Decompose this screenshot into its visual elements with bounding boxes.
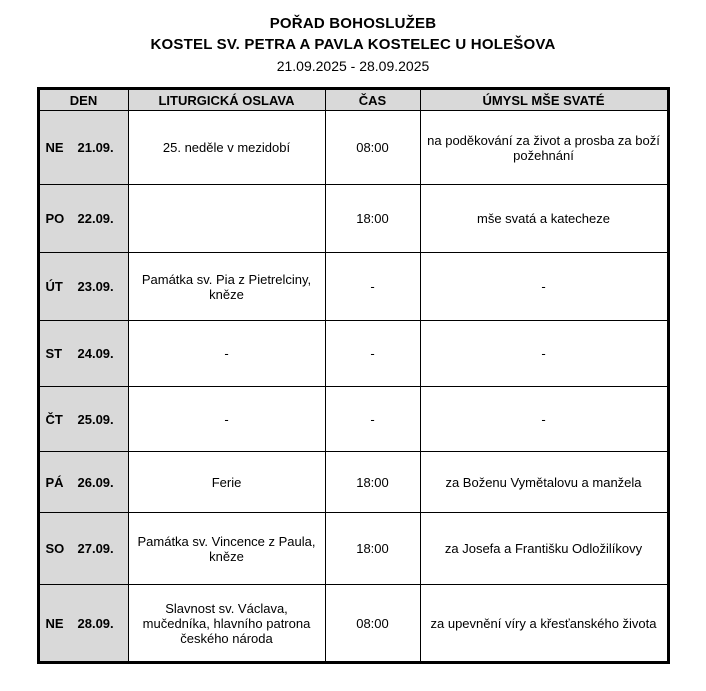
table-row xyxy=(38,585,668,663)
intention-cell: za upevnění víry a křesťanského života xyxy=(420,585,668,663)
day-label: ÚT xyxy=(45,279,63,294)
date-label: 25.09. xyxy=(77,411,114,427)
intention-cell: za Boženu Vymětalovu a manžela xyxy=(420,452,668,513)
day-label: PO xyxy=(45,211,65,226)
table-row xyxy=(38,185,668,253)
intention-cell: na poděkování za život a prosba za boží požehnání xyxy=(420,111,668,185)
table-row xyxy=(38,321,668,387)
time-cell: 18:00 xyxy=(325,185,420,253)
day-cell xyxy=(38,321,128,387)
intention-cell: za Josefa a Františku Odložilíkovy xyxy=(420,513,668,585)
celebration-cell: Ferie xyxy=(128,452,325,513)
date-label: 28.09. xyxy=(77,615,114,631)
time-cell: 18:00 xyxy=(325,452,420,513)
celebration-cell: 25. neděle v mezidobí xyxy=(128,111,325,185)
date-label: 22.09. xyxy=(77,211,114,226)
table-header-row xyxy=(38,89,668,111)
date-label: 24.09. xyxy=(77,346,114,361)
day-label: NE xyxy=(45,615,64,631)
date-label: 23.09. xyxy=(77,279,114,294)
intention-cell: - xyxy=(420,387,668,452)
day-label: NE xyxy=(45,140,64,155)
date-range: 21.09.2025 - 28.09.2025 xyxy=(276,58,430,74)
celebration-cell: Památka sv. Pia z Pietrelciny, kněze xyxy=(128,253,325,321)
day-label: ST xyxy=(45,346,63,361)
day-label: PÁ xyxy=(45,474,64,490)
table-row xyxy=(38,513,668,585)
column-header-time: ČAS xyxy=(325,89,420,111)
celebration-cell: Památka sv. Vincence z Paula, kněze xyxy=(128,513,325,585)
day-cell xyxy=(38,253,128,321)
page-title: POŘAD BOHOSLUŽEB xyxy=(269,15,437,32)
table-row xyxy=(38,452,668,513)
intention-cell: mše svatá a katecheze xyxy=(420,185,668,253)
celebration-cell: - xyxy=(128,321,325,387)
day-cell xyxy=(38,452,128,513)
time-cell: 08:00 xyxy=(325,111,420,185)
time-cell: - xyxy=(325,253,420,321)
time-cell: 18:00 xyxy=(325,513,420,585)
table-row xyxy=(38,111,668,185)
celebration-cell: - xyxy=(128,387,325,452)
day-cell xyxy=(38,513,128,585)
date-label: 26.09. xyxy=(77,474,114,490)
celebration-cell: Slavnost sv. Václava, mučedníka, hlavního patrona českého národa xyxy=(128,585,325,663)
table-row xyxy=(38,253,668,321)
day-cell xyxy=(38,111,128,185)
intention-cell: - xyxy=(420,253,668,321)
column-header-intention: ÚMYSL MŠE SVATÉ xyxy=(420,89,668,111)
schedule-table xyxy=(37,87,670,664)
day-cell xyxy=(38,387,128,452)
day-label: SO xyxy=(45,541,65,556)
document-header xyxy=(0,0,706,76)
column-header-den: DEN xyxy=(38,89,128,111)
intention-cell: - xyxy=(420,321,668,387)
time-cell: 08:00 xyxy=(325,585,420,663)
day-label: ČT xyxy=(45,411,63,427)
time-cell: - xyxy=(325,387,420,452)
celebration-cell xyxy=(128,185,325,253)
column-header-celebration: LITURGICKÁ OSLAVA xyxy=(128,89,325,111)
page-subtitle: KOSTEL SV. PETRA A PAVLA KOSTELEC U HOLEŠOVA xyxy=(150,36,556,53)
date-label: 27.09. xyxy=(77,541,114,556)
date-label: 21.09. xyxy=(77,140,114,155)
day-cell xyxy=(38,585,128,663)
schedule-table-container xyxy=(0,87,706,664)
day-cell xyxy=(38,185,128,253)
table-row xyxy=(38,387,668,452)
time-cell: - xyxy=(325,321,420,387)
